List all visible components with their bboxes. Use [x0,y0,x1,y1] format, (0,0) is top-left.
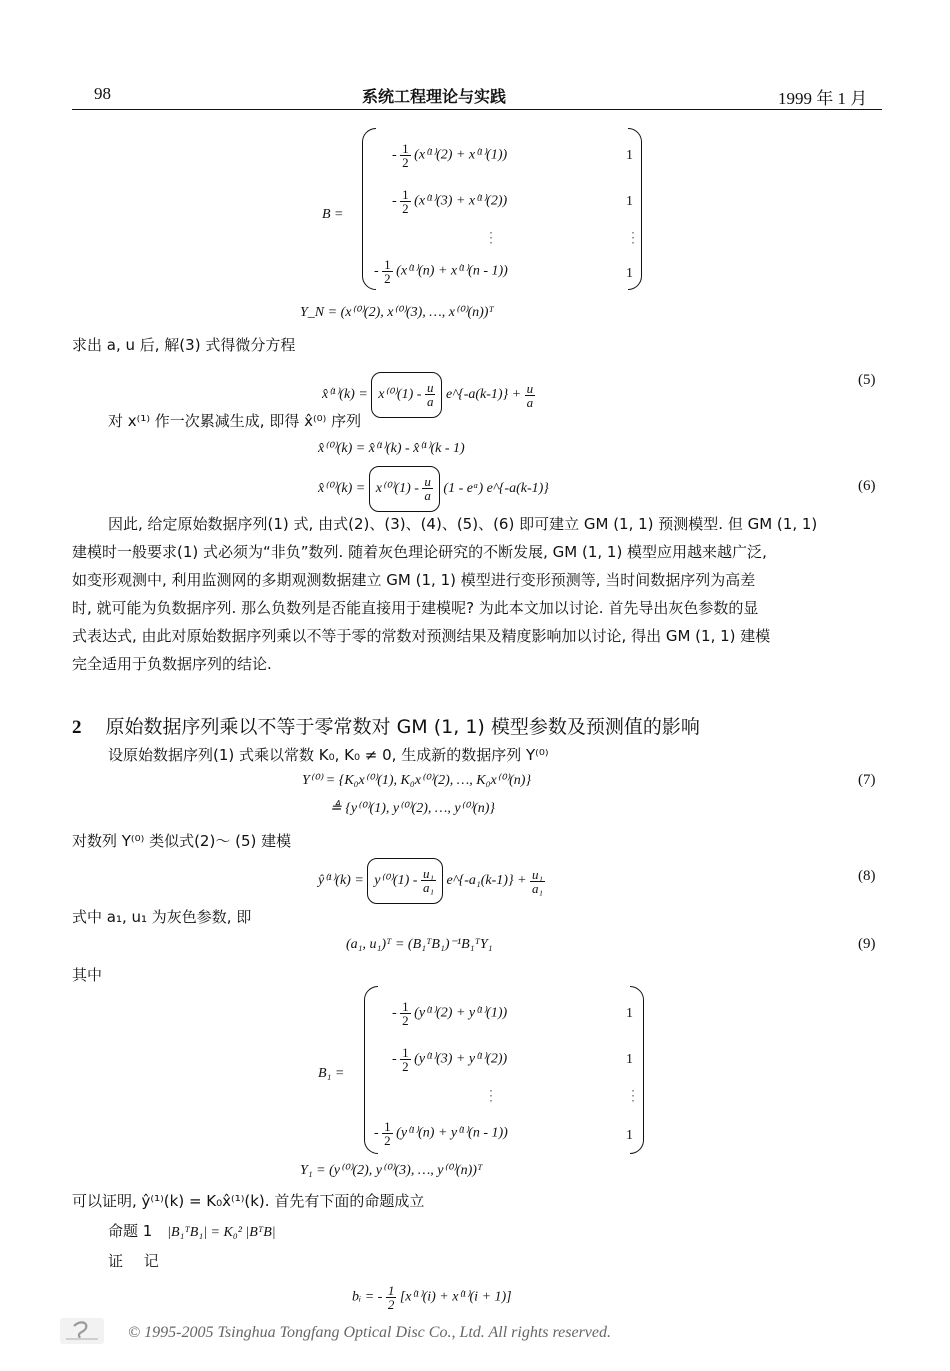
matrix-b1-one-n: 1 [626,1128,633,1143]
matrix-b-one-1: 1 [626,148,633,163]
eq6-number: (6) [858,478,876,494]
eq6a: x̂⁽⁰⁾(k) = x̂⁽¹⁾(k) - x̂⁽¹⁾(k - 1) [318,441,465,456]
matrix-b1-row2: - $\frac{1}{2}$ (y⁽¹⁾(3) + y⁽¹⁾(2)) [392,1045,508,1074]
text-where: 其中 [72,966,103,984]
eq-y1: Y₁ = (y⁽⁰⁾(2), y⁽⁰⁾(3), …, y⁽⁰⁾(n))ᵀ [300,1163,483,1178]
matrix-b-one-2: 1 [626,194,633,209]
eq5: x̂⁽¹⁾(k) = x⁽⁰⁾(1) - $\frac{u}{a}$ e^{-a(k-1)} + $\frac{u}{a}$ [322,372,535,418]
proof-label: 证 记 [108,1252,159,1270]
matrix-b-one-n: 1 [626,266,633,281]
proposition-1: 命题 1 |B₁ᵀB₁| = K₀² |BᵀB| [108,1222,276,1240]
matrix-b-rown: - $\frac{1}{2}$ (x⁽¹⁾(n) + x⁽¹⁾(n - 1)) [374,257,508,286]
eq8-number: (8) [858,868,876,884]
eq8: ŷ⁽¹⁾(k) = y⁽⁰⁾(1) - $\frac{\text{u₁}}{\text{a₁}}$ e^{-a₁(k-1)} + $\frac{\text{u₁}}{\text{a₁}}$ [318,858,545,904]
matrix-b1-one-1: 1 [626,1006,633,1021]
matrix-b1-row1: - $\frac{1}{2}$ (y⁽¹⁾(2) + y⁽¹⁾(1)) [392,999,508,1028]
text-accum: 对 x⁽¹⁾ 作一次累减生成, 即得 x̂⁽⁰⁾ 序列 [108,412,362,430]
text-model-y: 对数列 Y⁽⁰⁾ 类似式(2)～ (5) 建模 [72,832,292,850]
matrix-b-row2: - $\frac{1}{2}$ (x⁽¹⁾(3) + x⁽¹⁾(2)) [392,187,508,216]
eq7a: Y⁽⁰⁾ = {K₀x⁽⁰⁾(1), K₀x⁽⁰⁾(2), …, K₀x⁽⁰⁾(n)} [302,773,532,788]
matrix-b1-one-2: 1 [626,1052,633,1067]
text-grey-params: 式中 a₁, u₁ 为灰色参数, 即 [72,908,252,926]
journal-title: 系统工程理论与实践 [362,87,507,106]
matrix-b1-vdots-2: ⋮ [626,1089,640,1104]
page-number: 98 [94,84,111,103]
matrix-b1-label: B₁ = [318,1066,345,1081]
eq6b: x̂⁽⁰⁾(k) = x⁽⁰⁾(1) - $\frac{u}{a}$ (1 - eᵃ) e^{-a(k-1)} [318,466,549,512]
eq7b: ≜ {y⁽⁰⁾(1), y⁽⁰⁾(2), …, y⁽⁰⁾(n)} [330,801,495,816]
matrix-b-vdots-2: ⋮ [626,231,640,246]
section-heading: 2 原始数据序列乘以不等于零常数对 GM (1, 1) 模型参数及预测值的影响 [72,716,700,738]
eq-bi: bᵢ = - $\frac{1}{2}$ [x⁽¹⁾(i) + x⁽¹⁾(i + 1)] [352,1283,512,1312]
text-multiply: 设原始数据序列(1) 式乘以常数 K₀, K₀ ≠ 0, 生成新的数据序列 Y⁽⁰⁾ [108,746,549,764]
eq-yn: Y_N = (x⁽⁰⁾(2), x⁽⁰⁾(3), …, x⁽⁰⁾(n))ᵀ [300,305,494,320]
matrix-b-vdots-1: ⋮ [484,231,498,246]
matrix-b-row1: - $\frac{1}{2}$ (x⁽¹⁾(2) + x⁽¹⁾(1)) [392,141,508,170]
eq9: (a₁, u₁)ᵀ = (B₁ᵀB₁)⁻¹B₁ᵀY₁ [346,937,493,952]
matrix-b1-vdots-1: ⋮ [484,1089,498,1104]
paragraph-intro: 因此, 给定原始数据序列(1) 式, 由式(2)、(3)、(4)、(5)、(6) 即可建立 GM (1, 1) 预测模型. 但 GM (1, 1) 建模时一般要求(1) 式必须为“非负”数列. 随着灰色理论研究的不断发展, GM (1, 1) 模型应用越来越广泛, 如变形观测中, 利用监测网的多期观测数据建立 GM (1, 1) 模型进行变形预测等, 当时间数据序列为高差 时, 就可能为负数据序列. 那么负数列是否能直接用于建模呢? 为此本文加以讨论. 首先导出灰色参数的显 式表达式, 由此对原始数据序列乘以不等于零的常数对预测结果及精度影响加以讨论, 得出 GM (1, 1) 建模 完全适用于负数据序列的结论. [72,515,818,673]
text-solve: 求出 a, u 后, 解(3) 式得微分方程 [72,336,296,354]
eq5-number: (5) [858,372,876,388]
header-rule [72,109,882,110]
eq7-number: (7) [858,772,876,788]
cnki-logo-icon [60,1318,104,1344]
eq9-number: (9) [858,936,876,952]
text-proof-intro: 可以证明, ŷ⁽¹⁾(k) = K₀x̂⁽¹⁾(k). 首先有下面的命题成立 [72,1192,425,1210]
matrix-b-label: B = [322,207,344,222]
copyright-footer: © 1995-2005 Tsinghua Tongfang Optical Disc Co., Ltd. All rights reserved. [128,1324,612,1341]
matrix-b1-rown: - $\frac{1}{2}$ (y⁽¹⁾(n) + y⁽¹⁾(n - 1)) [374,1119,508,1148]
issue-date: 1999 年 1 月 [778,89,868,108]
